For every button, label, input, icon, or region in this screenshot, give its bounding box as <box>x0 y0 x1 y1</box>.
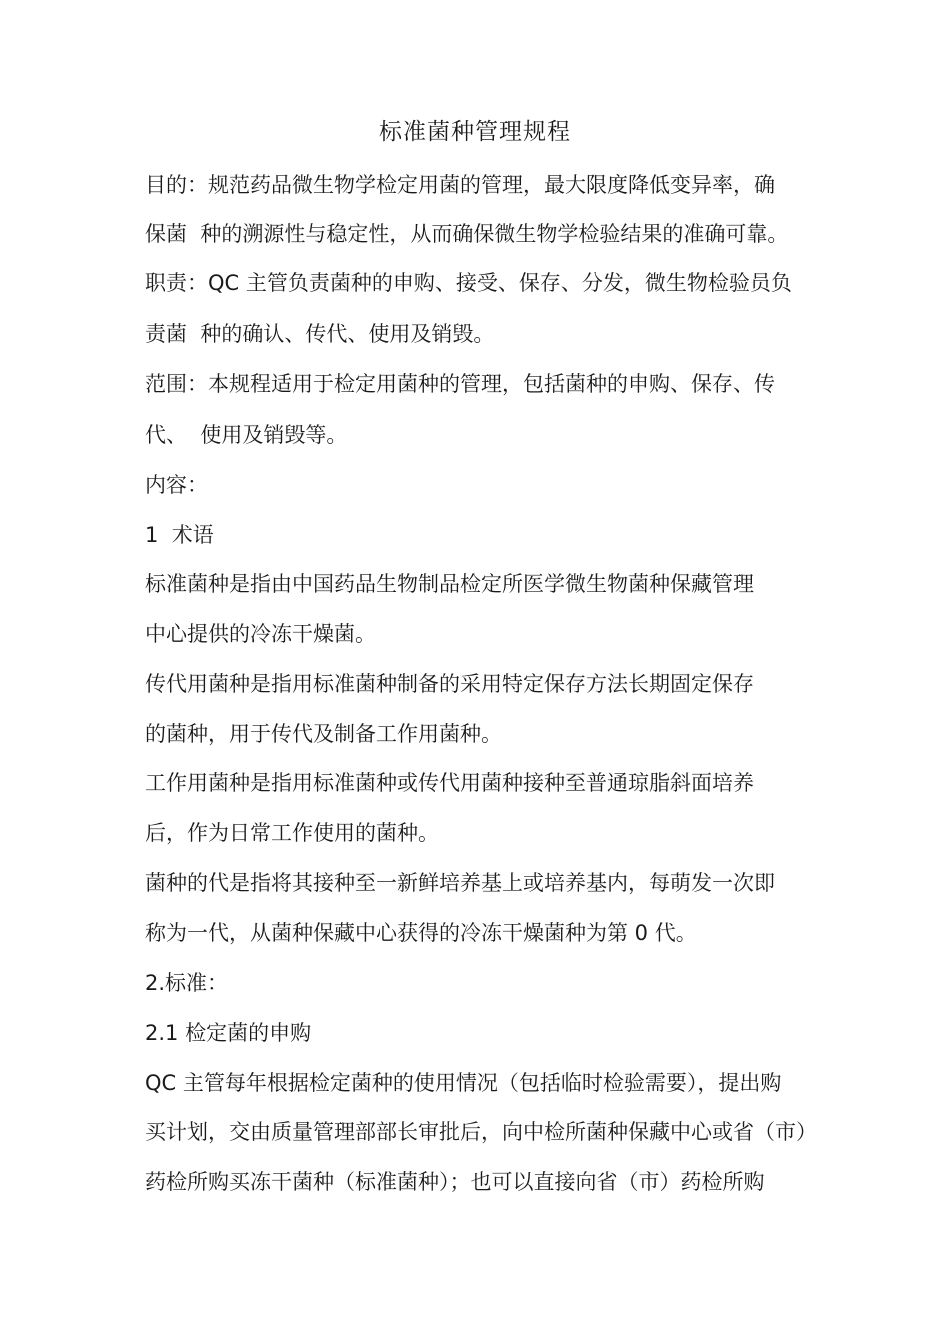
text-line: 标准菌种是指由中国药品生物制品检定所医学微生物菌种保藏管理 <box>145 572 754 596</box>
text-line: 菌种的代是指将其接种至一新鲜培养基上或培养基内，每萌发一次即 <box>145 871 775 895</box>
text-line: 的菌种，用于传代及制备工作用菌种。 <box>145 722 502 746</box>
text-line: 传代用菌种是指用标准菌种制备的采用特定保存方法长期固定保存 <box>145 672 754 696</box>
text-line: 保菌 种的溯源性与稳定性，从而确保微生物学检验结果的准确可靠。 <box>145 222 789 246</box>
text-line: 药检所购买冻干菌种（标准菌种）；也可以直接向省（市）药检所购 <box>145 1170 765 1194</box>
text-line: QC 主管每年根据检定菌种的使用情况（包括临时检验需要），提出购 <box>145 1071 782 1095</box>
text-line: 代、 使用及销毁等。 <box>145 423 348 447</box>
text-line: 2.标准： <box>145 971 229 995</box>
text-line: 责菌 种的确认、传代、使用及销毁。 <box>145 322 495 346</box>
text-line: 内容： <box>145 473 208 497</box>
text-line: 目的：规范药品微生物学检定用菌的管理，最大限度降低变异率，确 <box>145 173 775 197</box>
text-line: 2.1 检定菌的申购 <box>145 1021 312 1045</box>
text-line: 工作用菌种是指用标准菌种或传代用菌种接种至普通琼脂斜面培养 <box>145 771 754 795</box>
text-line: 1 术语 <box>145 523 214 547</box>
text-line: 中心提供的冷冻干燥菌。 <box>145 622 376 646</box>
text-line: 职责：QC 主管负责菌种的申购、接受、保存、分发，微生物检验员负 <box>145 271 792 295</box>
text-line: 后，作为日常工作使用的菌种。 <box>145 821 439 845</box>
text-line: 称为一代，从菌种保藏中心获得的冷冻干燥菌种为第 0 代。 <box>145 921 697 945</box>
document-title: 标准菌种管理规程 <box>379 119 571 145</box>
text-line: 买计划，交由质量管理部部长审批后，向中检所菌种保藏中心或省（市） <box>145 1120 817 1144</box>
text-line: 范围：本规程适用于检定用菌种的管理，包括菌种的申购、保存、传 <box>145 372 775 396</box>
